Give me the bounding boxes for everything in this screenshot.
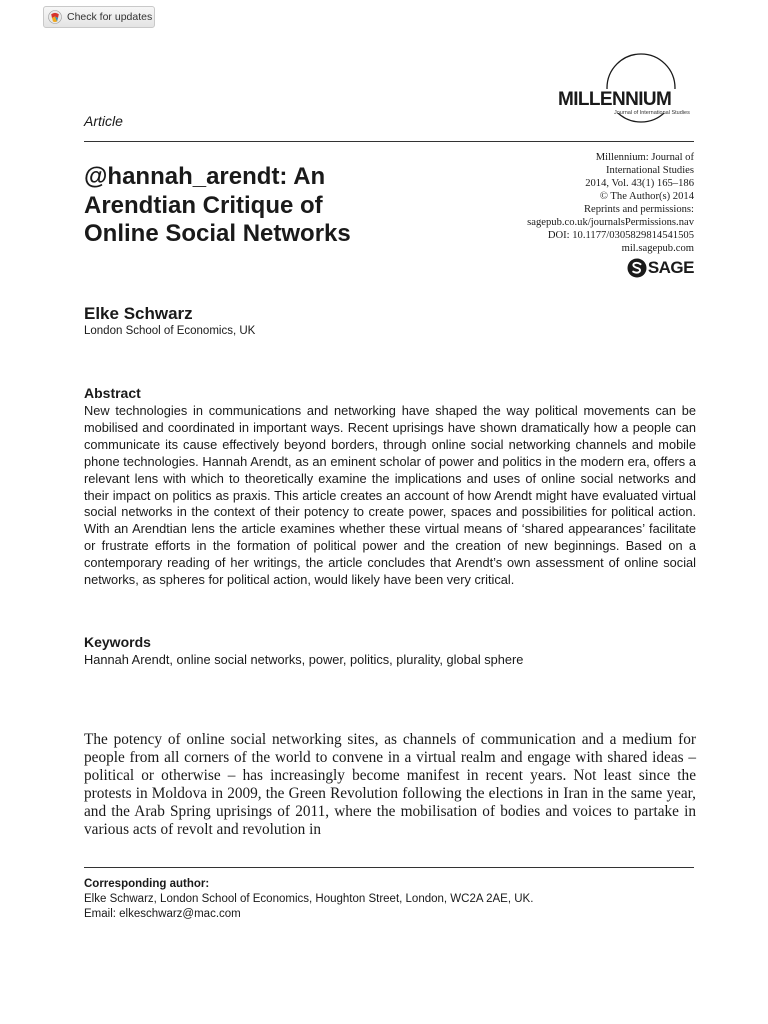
permissions-link[interactable]: sagepub.co.uk/journalsPermissions.nav (527, 217, 694, 228)
logo-wordmark: MILLENNIUM (558, 89, 672, 110)
crossmark-icon (48, 10, 62, 24)
meta-line: Reprints and permissions: (583, 204, 694, 215)
body-paragraph: The potency of online social networking sites, as channels of communication and a medium for people from all corners of the world to convene in a virtual realm and engage with shared ideas – political or otherwise – has increasingly become manifest in recent years. Not least since the protests in Moldova in 2009, the Green Revolution following the elections in Iran in the same year, and the Arab Spring uprisings of 2011, where the mobilisation of bodies and voices to partake in various acts of revolt and revolution in (84, 731, 696, 839)
author-affiliation: London School of Economics, UK (84, 325, 256, 337)
meta-line: International Studies (606, 165, 694, 176)
keywords-text: Hannah Arendt, online social networks, power, politics, plurality, global sphere (84, 652, 524, 667)
meta-line: © The Author(s) 2014 (599, 191, 694, 202)
abstract-heading: Abstract (84, 385, 141, 401)
abstract-text: New technologies in communications and networking have shaped the way political movements can be mobilised and coordinated in important ways. Recent uprisings have shown dramatically how a people can communicate its cause effectively beyond borders, through online social networking channels and mobile phone technologies. Hannah Arendt, as an eminent scholar of power and politics in the modern era, offers a relevant lens with which to theoretically examine the implications and uses of online social networks and their impact on politics as praxis. This article creates an account of how Arendt might have evaluated virtual social networks in the context of their potency to create power, spaces and possibilities for political action. With an Arendtian lens the article examines whether these virtual means of ‘shared appearances’ facilitate or frustrate efforts in the formation of political power and the creation of new beginnings. Based on a contemporary reading of her writings, the article concludes that Arendt’s own assessment of online social networks, as spheres for political action, would likely have been very critical. (84, 403, 696, 588)
journal-logo (556, 52, 696, 128)
corresponding-author-email[interactable]: Email: elkeschwarz@mac.com (84, 908, 241, 920)
publication-meta (527, 151, 694, 255)
keywords-heading: Keywords (84, 634, 151, 650)
sage-s-icon (627, 258, 647, 278)
title-line: @hannah_arendt: An (84, 163, 326, 190)
corresponding-author-address: Elke Schwarz, London School of Economics, Houghton Street, London, WC2A 2AE, UK. (84, 893, 534, 905)
sage-wordmark: SAGE (647, 258, 694, 277)
journal-url-link[interactable]: mil.sagepub.com (621, 243, 694, 254)
meta-line: Millennium: Journal of (595, 152, 694, 163)
check-for-updates-label: Check for updates (67, 11, 153, 23)
author-name: Elke Schwarz (84, 304, 193, 323)
corresponding-author-heading: Corresponding author: (84, 878, 210, 890)
logo-subtitle: Journal of International Studies (614, 110, 690, 116)
sage-logo (627, 258, 694, 278)
article-type: Article (84, 113, 123, 129)
check-for-updates-button[interactable] (43, 6, 155, 28)
title-line: Arendtian Critique of (84, 191, 323, 219)
footnote-divider (84, 867, 694, 868)
doi-link[interactable]: DOI: 10.1177/0305829814541505 (547, 230, 694, 241)
title-line: Online Social Networks (84, 220, 351, 247)
header-divider (84, 141, 694, 142)
article-title (84, 163, 424, 249)
meta-line: 2014, Vol. 43(1) 165–186 (585, 178, 694, 189)
